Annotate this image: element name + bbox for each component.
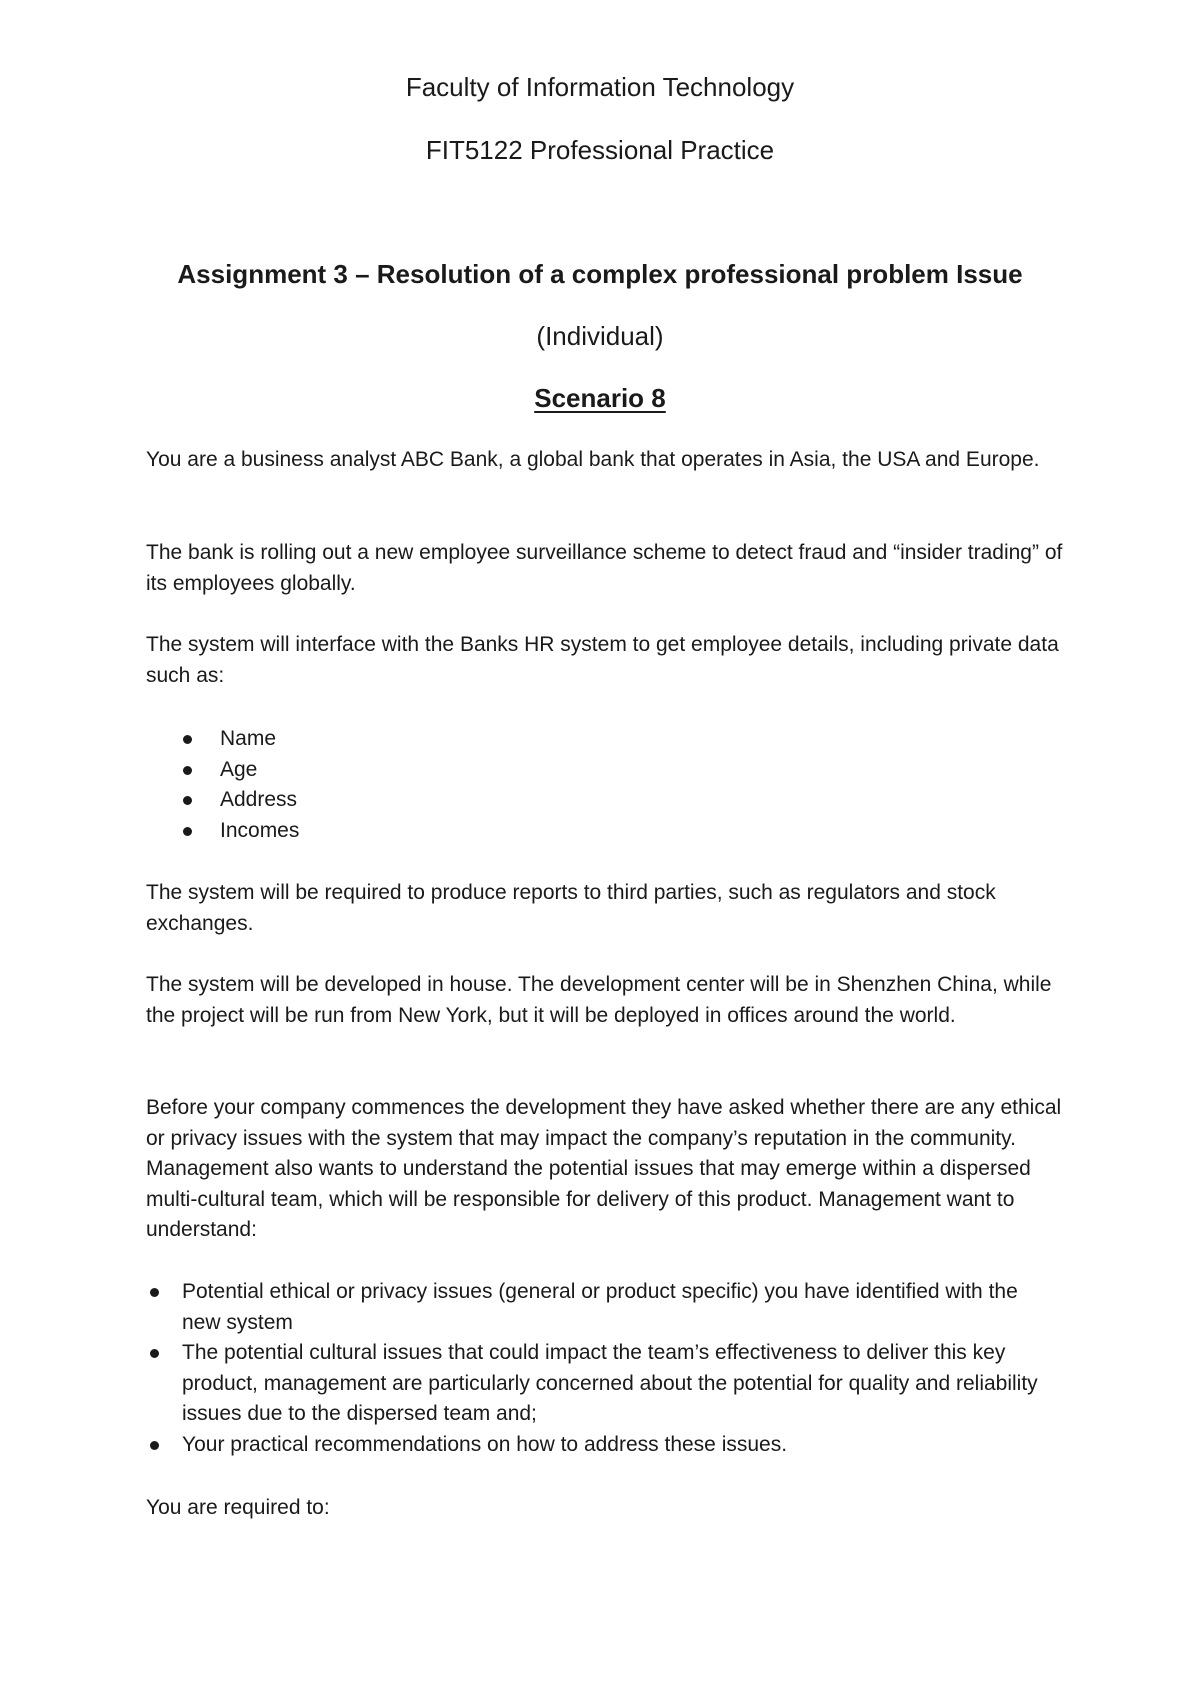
list-item: Age: [220, 755, 820, 786]
assignment-mode: (Individual): [536, 321, 664, 351]
scenario-heading: Scenario 8: [534, 383, 666, 413]
paragraph-intro: You are a business analyst ABC Bank, a global bank that operates in Asia, the USA and Europe.: [146, 448, 1040, 471]
paragraph-management: Before your company commences the development they have asked whether there are any ethical or privacy issues with the system that may impact the company’s reputation in the community. Management also wants to understand the potential issues that may emerge within a dispersed multi-cultural team, which will be responsible for delivery of this product. Management want to understand:: [146, 1096, 1062, 1241]
assignment-title: Assignment 3 – Resolution of a complex professional problem Issue: [177, 259, 1023, 289]
list-item: The potential cultural issues that could impact the team’s effectiveness to deliver this key product, management are particularly concerned about the potential for quality and reliability issues due to the dispersed team and;: [182, 1338, 1062, 1430]
paragraph-required: You are required to:: [146, 1496, 330, 1519]
paragraph-development: The system will be developed in house. The development center will be in Shenzhen China, while the project will be run from New York, but it will be deployed in offices around the world.: [146, 973, 1052, 1027]
paragraph-surveillance: The bank is rolling out a new employee surveillance scheme to detect fraud and “insider trading” of its employees globally.: [146, 541, 1063, 595]
unit-title: FIT5122 Professional Practice: [425, 135, 775, 165]
list-item: Name: [220, 724, 820, 755]
list-item: Your practical recommendations on how to address these issues.: [182, 1430, 1062, 1461]
concerns-list: [182, 1277, 1062, 1460]
list-item: Incomes: [220, 816, 820, 847]
private-data-list: [220, 724, 820, 846]
paragraph-hr-interface: The system will interface with the Banks HR system to get employee details, including private data such as:: [146, 633, 1059, 687]
list-item: Address: [220, 785, 820, 816]
paragraph-reports: The system will be required to produce reports to third parties, such as regulators and stock exchanges.: [146, 881, 996, 935]
list-item: Potential ethical or privacy issues (general or product specific) you have identified with the new system: [182, 1277, 1062, 1338]
scenario-heading-wrap: [0, 382, 1200, 414]
faculty-title: Faculty of Information Technology: [405, 72, 795, 102]
